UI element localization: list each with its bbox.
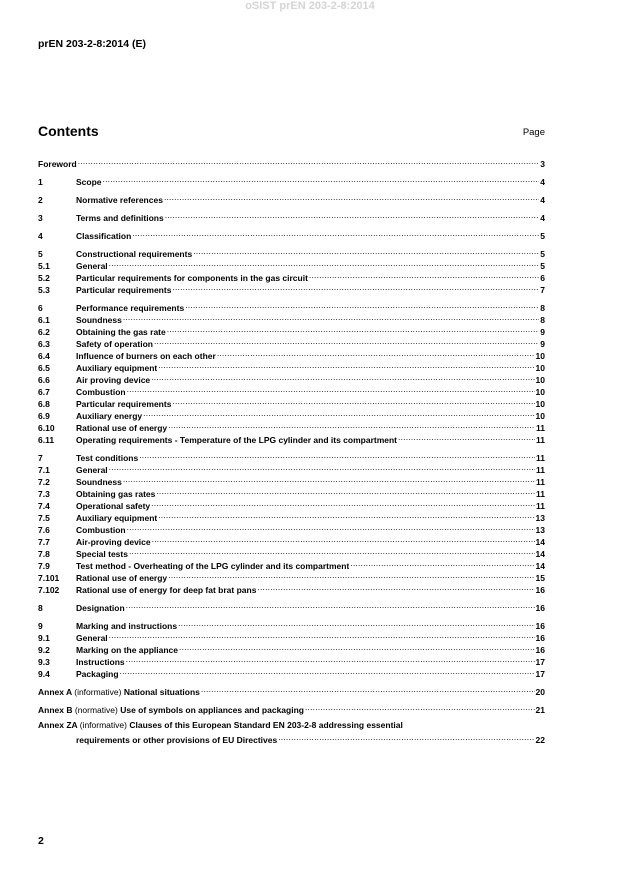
toc-entry-title: Auxiliary energy — [76, 411, 143, 421]
toc-entry[interactable] — [38, 473, 545, 485]
toc-entry-title: Scope — [76, 177, 102, 187]
toc-entry-number: 9.4 — [38, 669, 50, 679]
toc-entry-number: 6.8 — [38, 399, 50, 409]
toc-entry-page: 14 — [535, 537, 545, 547]
toc-entry-number: 9.2 — [38, 645, 50, 655]
toc-entry-page: 16 — [535, 603, 545, 613]
dot-leader — [193, 245, 539, 257]
dot-leader — [158, 359, 534, 371]
toc-entry-number: 7.4 — [38, 501, 50, 511]
toc-entry-number: 5 — [38, 249, 43, 259]
toc-entry-number: 7 — [38, 453, 43, 463]
dot-leader — [309, 269, 539, 281]
dot-leader — [350, 557, 534, 569]
annex-page: 22 — [535, 735, 545, 745]
toc-entry-title: General — [76, 633, 108, 643]
toc-entry-page: 9 — [540, 339, 545, 349]
toc-entry-page: 14 — [535, 561, 545, 571]
annex-page: 21 — [535, 705, 545, 715]
toc-entry-number: 8 — [38, 603, 43, 613]
toc-entry-page: 5 — [540, 249, 545, 259]
toc-entry-title: Particular requirements — [76, 399, 172, 409]
dot-leader — [103, 173, 540, 185]
toc-entry-title: Particular requirements for components in the gas circuit — [76, 273, 308, 283]
toc-entry-number: 7.3 — [38, 489, 50, 499]
toc-entry[interactable] — [38, 191, 545, 203]
page-number: 2 — [38, 835, 44, 847]
toc-entry-page: 17 — [535, 657, 545, 667]
toc-entry-title: Marking on the appliance — [76, 645, 179, 655]
toc-annex[interactable] — [38, 683, 545, 695]
dot-leader — [126, 653, 535, 665]
dot-leader — [185, 299, 539, 311]
toc-entry-number: 9.1 — [38, 633, 50, 643]
toc-entry-number: 5.1 — [38, 261, 50, 271]
contents-title: Contents — [38, 123, 99, 139]
toc-entry[interactable] — [38, 629, 545, 641]
toc-entry-page: 4 — [540, 195, 545, 205]
toc-entry-page: 14 — [535, 549, 545, 559]
toc-entry-number: 7.101 — [38, 573, 60, 583]
toc-entry-number: 7.7 — [38, 537, 50, 547]
annex-page: 20 — [535, 687, 545, 697]
toc-entry-page: 16 — [535, 585, 545, 595]
dot-leader — [154, 335, 539, 347]
toc-entry-page: 11 — [536, 477, 545, 487]
toc-entry[interactable] — [38, 641, 545, 653]
toc-entry-number: 7.8 — [38, 549, 50, 559]
toc-entry-title: Soundness — [76, 477, 122, 487]
toc-entry-number: 7.6 — [38, 525, 50, 535]
toc-entry-number: 9.3 — [38, 657, 50, 667]
dot-leader — [152, 533, 535, 545]
toc-entry-title: Classification — [76, 231, 132, 241]
toc-entry-number: 6.4 — [38, 351, 50, 361]
toc-entry-page: 10 — [535, 399, 545, 409]
toc-entry-title: Rational use of energy for deep fat brat pans — [76, 585, 257, 595]
toc-entry-title: Test method - Overheating of the LPG cylinder and its compartment — [76, 561, 350, 571]
dot-leader — [165, 209, 540, 221]
dot-leader — [109, 629, 535, 641]
toc-entry-title: Influence of burners on each other — [76, 351, 216, 361]
page-column-label: Page — [522, 127, 545, 138]
toc-entry-title: Auxiliary equipment — [76, 513, 158, 523]
annex-type: (informative) — [79, 720, 127, 730]
toc-entry-page: 4 — [540, 177, 545, 187]
toc-entry-title: Terms and definitions — [76, 213, 164, 223]
document-id: prEN 203-2-8:2014 (E) — [38, 38, 146, 50]
toc-entry-number: 6.9 — [38, 411, 50, 421]
toc-entry-number: 9 — [38, 621, 43, 631]
toc-entry-title: Combustion — [76, 387, 126, 397]
dot-leader — [168, 569, 534, 581]
toc-entry-title: Soundness — [76, 315, 122, 325]
dot-leader — [139, 449, 535, 461]
toc-entry-title: General — [76, 261, 108, 271]
annex-title-line2: requirements or other provisions of EU Directives — [76, 735, 278, 745]
toc-entry-title: Obtaining gas rates — [76, 489, 156, 499]
toc-entry-page: 10 — [535, 375, 545, 385]
toc-entry-title: Rational use of energy — [76, 423, 168, 433]
toc-entry-number: 6.2 — [38, 327, 50, 337]
dot-leader — [167, 323, 540, 335]
toc-entry[interactable] — [38, 461, 545, 473]
toc-annex[interactable] — [38, 701, 545, 713]
toc-entry-title: Normative references — [76, 195, 163, 205]
toc-entry-page: 16 — [535, 621, 545, 631]
dot-leader — [156, 485, 535, 497]
toc-entry-title: Auxiliary equipment — [76, 363, 158, 373]
dot-leader — [129, 545, 535, 557]
toc-entry-title: Air-proving device — [76, 537, 151, 547]
toc-entry-title: Rational use of energy — [76, 573, 168, 583]
dot-leader — [127, 383, 535, 395]
dot-leader — [168, 419, 535, 431]
dot-leader — [305, 701, 535, 713]
toc-entry-number: 6.11 — [38, 435, 55, 445]
toc-entry[interactable] — [38, 257, 545, 269]
toc-entry[interactable] — [38, 227, 545, 239]
dot-leader — [120, 665, 535, 677]
toc-entry-number: 2 — [38, 195, 43, 205]
annex-title: National situations — [123, 687, 200, 697]
toc-entry-title: Instructions — [76, 657, 125, 667]
toc-entry-title: Particular requirements — [76, 285, 172, 295]
toc-entry[interactable] — [38, 449, 545, 461]
dot-leader — [178, 617, 534, 629]
toc-entry-title: Safety of operation — [76, 339, 153, 349]
toc-entry-title: Operating requirements - Temperature of the LPG cylinder and its compartment — [76, 435, 398, 445]
toc-entry-page: 11 — [536, 453, 545, 463]
dot-leader — [179, 641, 535, 653]
dot-leader — [398, 431, 535, 443]
toc-entry[interactable] — [38, 269, 545, 281]
toc-entry-number: 5.2 — [38, 273, 50, 283]
toc-entry-title: Constructional requirements — [76, 249, 193, 259]
toc-entry-number: 5.3 — [38, 285, 50, 295]
toc-entry-number: 7.102 — [38, 585, 60, 595]
table-of-contents — [38, 155, 545, 743]
toc-entry-page: 9 — [540, 327, 545, 337]
toc-entry-number: 7.5 — [38, 513, 50, 523]
toc-entry-title: Packaging — [76, 669, 119, 679]
annex-label: Annex ZA — [38, 720, 78, 730]
toc-entry-number: 6.1 — [38, 315, 50, 325]
annex-title-line1: Clauses of this European Standard EN 203-2-8 addressing essential — [129, 720, 403, 730]
toc-entry-number: 7.9 — [38, 561, 50, 571]
toc-entry-title: Foreword — [38, 159, 77, 169]
dot-leader — [257, 581, 534, 593]
toc-entry[interactable] — [38, 299, 545, 311]
toc-entry-page: 13 — [535, 513, 545, 523]
dot-leader — [132, 227, 539, 239]
toc-entry-title: Marking and instructions — [76, 621, 178, 631]
toc-entry[interactable] — [38, 155, 545, 167]
toc-entry[interactable] — [38, 209, 545, 221]
dot-leader — [143, 407, 534, 419]
toc-entry-title: Air proving device — [76, 375, 151, 385]
toc-entry-title: Test conditions — [76, 453, 139, 463]
dot-leader — [164, 191, 539, 203]
toc-entry-number: 4 — [38, 231, 43, 241]
toc-entry-page: 11 — [536, 435, 545, 445]
toc-entry-page: 6 — [540, 273, 545, 283]
toc-entry-number: 6.10 — [38, 423, 55, 433]
toc-entry-number: 6.7 — [38, 387, 50, 397]
toc-entry[interactable] — [38, 599, 545, 611]
toc-entry-page: 16 — [535, 645, 545, 655]
toc-entry-page: 11 — [536, 423, 545, 433]
toc-entry-number: 6 — [38, 303, 43, 313]
dot-leader — [109, 257, 540, 269]
toc-entry-number: 6.5 — [38, 363, 50, 373]
toc-annex-za[interactable] — [38, 719, 545, 743]
toc-entry-page: 7 — [540, 285, 545, 295]
toc-entry-title: Operational safety — [76, 501, 151, 511]
dot-leader — [123, 473, 535, 485]
toc-entry-page: 4 — [540, 213, 545, 223]
toc-entry[interactable] — [38, 245, 545, 257]
dot-leader — [201, 683, 535, 695]
toc-entry-title: Obtaining the gas rate — [76, 327, 166, 337]
toc-entry-page: 15 — [535, 573, 545, 583]
annex-label: Annex A — [38, 687, 72, 697]
toc-entry-title: Combustion — [76, 525, 126, 535]
dot-leader — [172, 281, 539, 293]
toc-entry-page: 16 — [535, 633, 545, 643]
toc-entry-page: 17 — [535, 669, 545, 679]
toc-entry-page: 11 — [536, 465, 545, 475]
dot-leader — [78, 155, 540, 167]
toc-entry-page: 10 — [535, 363, 545, 373]
toc-entry-page: 5 — [540, 261, 545, 271]
toc-entry-title: Special tests — [76, 549, 128, 559]
toc-entry-title: General — [76, 465, 108, 475]
toc-entry-page: 13 — [535, 525, 545, 535]
dot-leader — [126, 599, 535, 611]
toc-entry[interactable] — [38, 617, 545, 629]
annex-title: Use of symbols on appliances and packaging — [120, 705, 304, 715]
dot-leader — [127, 521, 535, 533]
toc-entry-page: 8 — [540, 303, 545, 313]
dot-leader — [217, 347, 535, 359]
annex-label: Annex B — [38, 705, 73, 715]
dot-leader — [123, 311, 539, 323]
dot-leader — [172, 395, 534, 407]
annex-type: (informative) — [74, 687, 122, 697]
toc-entry[interactable] — [38, 173, 545, 185]
toc-entry-number: 6.6 — [38, 375, 50, 385]
toc-entry-title: Performance requirements — [76, 303, 185, 313]
toc-entry-number: 7.1 — [38, 465, 50, 475]
dot-leader — [158, 509, 534, 521]
toc-entry-page: 10 — [535, 351, 545, 361]
annex-type: (normative) — [74, 705, 118, 715]
dot-leader — [109, 461, 535, 473]
toc-entry-number: 7.2 — [38, 477, 50, 487]
dot-leader — [151, 371, 534, 383]
toc-entry-number: 6.3 — [38, 339, 50, 349]
watermark: oSIST prEN 203-2-8:2014 — [245, 0, 375, 12]
toc-entry-page: 3 — [540, 159, 545, 169]
toc-entry-number: 1 — [38, 177, 43, 187]
dot-leader — [278, 731, 534, 743]
toc-entry-page: 10 — [535, 411, 545, 421]
toc-entry-page: 11 — [536, 501, 545, 511]
toc-entry-page: 11 — [536, 489, 545, 499]
toc-entry-page: 8 — [540, 315, 545, 325]
toc-entry-number: 3 — [38, 213, 43, 223]
toc-entry-title: Designation — [76, 603, 125, 613]
dot-leader — [151, 497, 535, 509]
toc-entry-page: 5 — [540, 231, 545, 241]
toc-entry-page: 10 — [535, 387, 545, 397]
